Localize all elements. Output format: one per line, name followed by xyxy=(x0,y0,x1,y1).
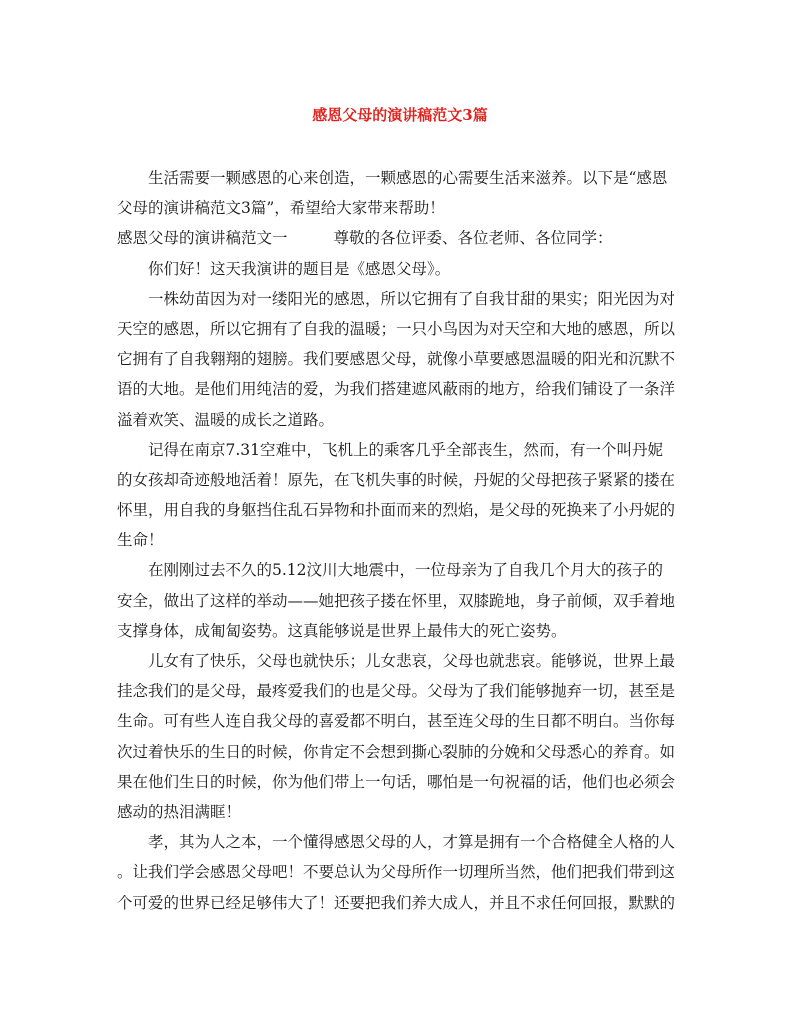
salutation: 尊敬的各位评委、各位老师、各位同学： xyxy=(333,229,613,248)
document-title: 感恩父母的演讲稿范文3篇 xyxy=(312,106,488,124)
section-heading-line xyxy=(117,223,683,253)
paragraph-line: 支撑身体，成匍匐姿势。这真能够说是世界上最伟大的死亡姿势。 xyxy=(117,621,567,640)
paragraph-line: 个可爱的世界已经足够伟大了！还要把我们养大成人，并且不求任何回报，默默的 xyxy=(117,893,676,912)
intro-line: 父母的演讲稿范文3篇”，希望给大家带来帮助！ xyxy=(117,199,445,218)
paragraph-line: 它拥有了自我翱翔的翅膀。我们要感恩父母，就像小草要感恩温暖的阳光和沉默不 xyxy=(117,350,676,369)
intro-line: 生活需要一颗感恩的心来创造，一颗感恩的心需要生活来滋养。以下是“感恩 xyxy=(148,169,668,187)
paragraph-line: 的女孩却奇迹般地活着！原先，在飞机失事的时候，丹妮的父母把孩子紧紧的搂在 xyxy=(117,470,676,489)
paragraph-line: 安全，做出了这样的举动——她把孩子搂在怀里，双膝跪地，身子前倾，双手着地 xyxy=(117,591,676,610)
paragraph-line: 在刚刚过去不久的5.12汶川大地震中，一位母亲为了自我几个月大的孩子的 xyxy=(148,561,664,580)
paragraph-line: 儿女有了快乐，父母也就快乐；儿女悲哀，父母也就悲哀。能够说，世界上最 xyxy=(148,652,676,670)
paragraph-line: 孝，其为人之本，一个懂得感恩父母的人，才算是拥有一个合格健全人格的人 xyxy=(148,833,676,852)
paragraph-line: 感动的热泪满眶！ xyxy=(117,802,242,821)
section-heading: 感恩父母的演讲稿范文一 xyxy=(117,229,288,248)
paragraph-line: 语的大地。是他们用纯洁的爱，为我们搭建遮风蔽雨的地方，给我们铺设了一条洋 xyxy=(117,380,676,399)
paragraph-line: 天空的感恩，所以它拥有了自我的温暖；一只小鸟因为对天空和大地的感恩，所以 xyxy=(117,319,676,338)
paragraph-line: 溢着欢笑、温暖的成长之道路。 xyxy=(117,410,335,429)
paragraph-line: 生命。可有些人连自我父母的喜爱都不明白，甚至连父母的生日都不明白。当你每 xyxy=(117,712,676,731)
paragraph-line: 记得在南京7.31空难中，飞机上的乘客几乎全部丧生，然而，有一个叫丹妮 xyxy=(148,440,664,459)
paragraph-line: 次过着快乐的生日的时候，你肯定不会想到撕心裂肺的分娩和父母悉心的养育。如 xyxy=(117,742,676,761)
paragraph-line: 一株幼苗因为对一缕阳光的感恩，所以它拥有了自我甘甜的果实；阳光因为对 xyxy=(148,289,676,308)
document-body xyxy=(117,163,683,918)
paragraph-line: 。让我们学会感恩父母吧！不要总认为父母所作一切理所当然，他们把我们带到这 xyxy=(117,863,676,882)
paragraph-line: 挂念我们的是父母，最疼爱我们的也是父母。父母为了我们能够抛弃一切，甚至是 xyxy=(117,682,676,701)
paragraph-line: 怀里，用自我的身躯挡住乱石异物和扑面而来的烈焰，是父母的死换来了小丹妮的 xyxy=(117,501,676,520)
greeting: 你们好！这天我演讲的题目是《感恩父母》。 xyxy=(148,259,451,278)
paragraph-line: 果在他们生日的时候，你为他们带上一句话，哪怕是一句祝福的话，他们也必须会 xyxy=(117,772,676,791)
paragraph-line: 生命！ xyxy=(117,531,164,550)
